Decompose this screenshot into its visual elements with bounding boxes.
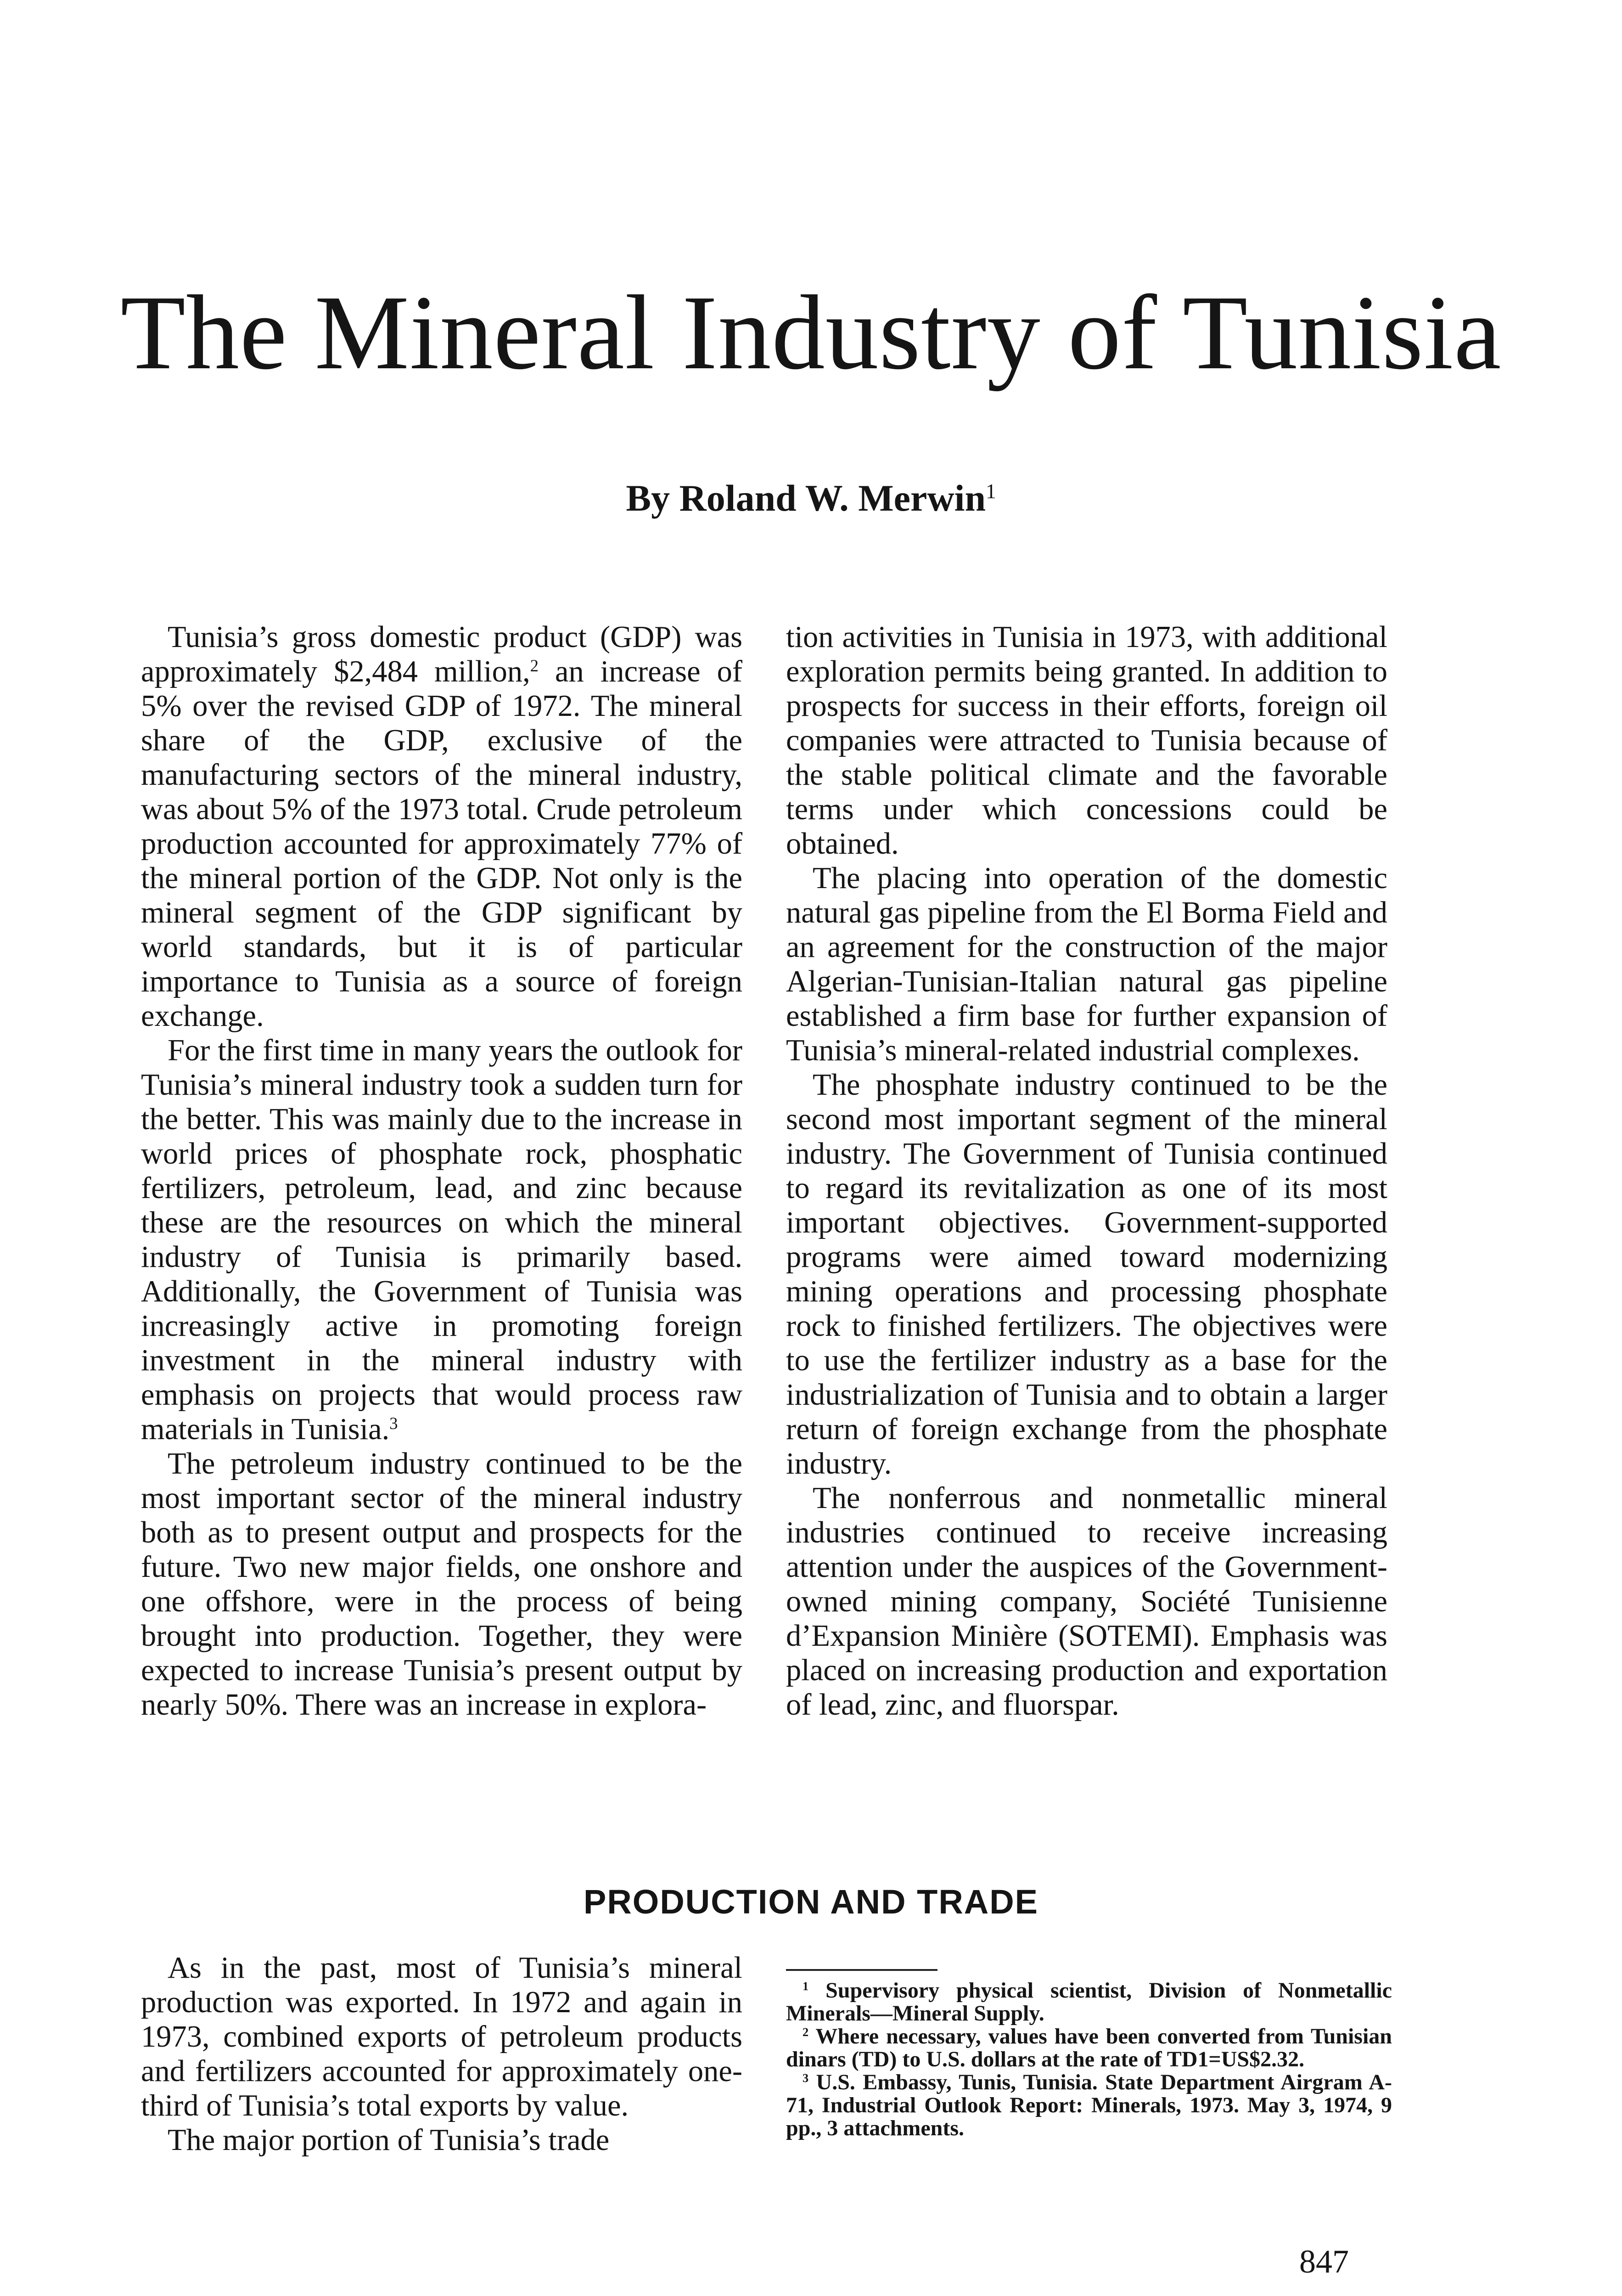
author-name: By Roland W. Merwin [626,477,986,519]
footnotes [786,1979,1392,2140]
footnote-3: $^3$ U.S. Embassy, Tunis, Tunisia. State Department Airgram A-71, Industrial Outlook Report: Minerals, 1973. May 3, 1974, 9 pp., 3 attachments. [786,2070,1392,2140]
paragraph-outlook: For the first time in many years the outlook for Tunisia’s mineral industry took a sudden turn for the better. This was mainly due to the increase in world prices of phosphate rock, phosphatic fertilizers, petroleum, lead, and zinc because these are the resources on which the mineral industry of Tunisia is primarily based. Additionally, the Government of Tunisia was increasingly active in promoting foreign investment in the mineral industry with emphasis on projects that would process raw materials in Tunisia.$^3$ [141,1034,742,1446]
footnote-ref-3: 3 [389,1414,398,1433]
section-heading-production-trade: PRODUCTION AND TRADE [583,1883,1038,1921]
article-title: The Mineral Industry of Tunisia [120,274,1502,392]
page-number: 847 [1299,2243,1349,2280]
footnote-ref-2: 2 [530,656,539,675]
paragraph-petroleum: The petroleum industry continued to be the most important sector of the mineral industry both as to present output and prospects for the future. Two new major fields, one onshore and one offshore, were in the process of being brought into production. Together, they were expected to increase Tunisia’s present output by nearly 50%. There was an increase in explora- [141,1447,742,1722]
paragraph-gas-pipeline: The placing into operation of the domestic natural gas pipeline from the El Borma Field and an agreement for the construction of the major Algerian-Tunisian-Italian natural gas pipeline established a firm base for further expansion of Tunisia’s mineral-related industrial complexes. [786,861,1387,1067]
footnote-2: $^2$ Where necessary, values have been converted from Tunisian dinars (TD) to U.S. dollars at the rate of TD1=US$2.32. [786,2024,1392,2071]
paragraph-exploration-continued: tion activities in Tunisia in 1973, with additional exploration permits being granted. In addition to prospects for success in their efforts, foreign oil companies were attracted to Tunisia because of the stable political climate and the favorable terms under which concessions could be obtained. [786,620,1387,861]
author-footnote-mark: 1 [986,479,996,503]
paragraph-exports: As in the past, most of Tunisia’s mineral production was exported. In 1972 and again in 1973, combined exports of petroleum products and fertilizers accounted for approximately one-third of Tunisia’s total exports by value. [141,1951,742,2122]
right-column [786,620,1387,1722]
author-byline [0,473,1622,523]
footnote-1: $^1$ Supervisory physical scientist, Division of Nonmetallic Minerals—Mineral Supply. [786,1978,1392,2026]
paragraph-nonferrous: The nonferrous and nonmetallic mineral industries continued to receive increasing attention under the auspices of the Government-owned mining company, Société Tunisienne d’Expansion Minière (SOTEMI). Emphasis was placed on increasing production and exportation of lead, zinc, and fluorspar. [786,1481,1387,1722]
production-column [141,1951,742,2157]
paragraph-trade: The major portion of Tunisia’s trade [168,2123,610,2157]
paragraph-phosphate: The phosphate industry continued to be the second most important segment of the mineral industry. The Government of Tunisia continued to regard its revitalization as one of its most important objectives. Government-supported programs were aimed toward modernizing mining operations and processing phosphate rock to finished fertilizers. The objectives were to use the fertilizer industry as a base for the industrialization of Tunisia and to obtain a larger return of foreign exchange from the phosphate industry. [786,1068,1387,1480]
left-column [141,620,742,1722]
footnote-divider [786,1969,937,1971]
paragraph-gdp: Tunisia’s gross domestic product (GDP) was approximately $2,484 million,$^2$ an increase of 5% over the revised GDP of 1972. The mineral share of the GDP, exclusive of the manufacturing sectors of the mineral industry, was about 5% of the 1973 total. Crude petroleum production accounted for approximately 77% of the mineral portion of the GDP. Not only is the mineral segment of the GDP significant by world standards, but it is of particular importance to Tunisia as a source of foreign exchange. [141,620,742,1033]
